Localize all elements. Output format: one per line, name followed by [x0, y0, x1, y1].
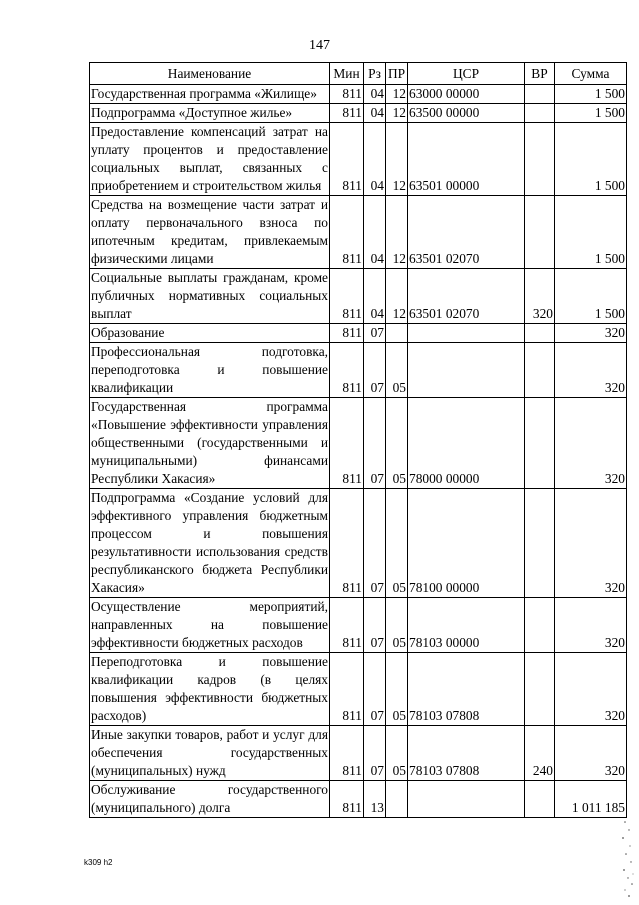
row-vr: 240 — [525, 726, 555, 781]
row-pr: 05 — [386, 343, 408, 398]
table-row — [90, 653, 627, 726]
row-csr: 63501 02070 — [408, 196, 525, 269]
row-min: 811 — [330, 196, 364, 269]
row-pr: 05 — [386, 398, 408, 489]
row-csr — [408, 343, 525, 398]
row-pr: 12 — [386, 85, 408, 104]
row-csr: 78103 00000 — [408, 598, 525, 653]
scan-noise — [605, 812, 635, 902]
row-csr — [408, 781, 525, 818]
row-sum: 320 — [555, 489, 627, 598]
row-csr: 78103 07808 — [408, 653, 525, 726]
row-sum: 320 — [555, 398, 627, 489]
row-pr: 12 — [386, 196, 408, 269]
row-sum: 320 — [555, 726, 627, 781]
row-pr — [386, 324, 408, 343]
row-min: 811 — [330, 653, 364, 726]
row-pr: 05 — [386, 598, 408, 653]
row-rz: 07 — [364, 489, 386, 598]
row-csr: 78100 00000 — [408, 489, 525, 598]
row-rz: 04 — [364, 104, 386, 123]
row-rz: 13 — [364, 781, 386, 818]
table-row — [90, 123, 627, 196]
table-row — [90, 85, 627, 104]
row-pr: 05 — [386, 653, 408, 726]
header-vr: ВР — [525, 63, 555, 85]
header-name: Наименование — [90, 63, 330, 85]
row-min: 811 — [330, 104, 364, 123]
row-rz: 04 — [364, 85, 386, 104]
row-min: 811 — [330, 324, 364, 343]
row-name: Переподготовка и повышение квалификации кадров (в целях повышения эффективности бюджетных расходов) — [90, 653, 330, 726]
table-row — [90, 269, 627, 324]
row-csr: 63501 00000 — [408, 123, 525, 196]
row-vr: 320 — [525, 269, 555, 324]
row-sum: 320 — [555, 324, 627, 343]
row-sum: 1 500 — [555, 123, 627, 196]
row-vr — [525, 781, 555, 818]
header-rz: Рз — [364, 63, 386, 85]
row-min: 811 — [330, 726, 364, 781]
row-rz: 04 — [364, 123, 386, 196]
row-name: Профессиональная подготовка, переподготовка и повышение квалификации — [90, 343, 330, 398]
row-rz: 07 — [364, 324, 386, 343]
table-row — [90, 343, 627, 398]
header-min: Мин — [330, 63, 364, 85]
row-vr — [525, 104, 555, 123]
row-min: 811 — [330, 85, 364, 104]
row-vr — [525, 489, 555, 598]
row-rz: 07 — [364, 343, 386, 398]
row-vr — [525, 85, 555, 104]
row-vr — [525, 398, 555, 489]
row-min: 811 — [330, 343, 364, 398]
row-sum: 320 — [555, 343, 627, 398]
table-row — [90, 489, 627, 598]
row-csr: 63501 02070 — [408, 269, 525, 324]
row-name: Осуществление мероприятий, направленных на повышение эффективности бюджетных расходов — [90, 598, 330, 653]
row-rz: 07 — [364, 653, 386, 726]
row-sum: 320 — [555, 598, 627, 653]
row-sum: 1 500 — [555, 269, 627, 324]
header-pr: ПР — [386, 63, 408, 85]
row-vr — [525, 653, 555, 726]
row-min: 811 — [330, 269, 364, 324]
row-rz: 07 — [364, 598, 386, 653]
table-row — [90, 726, 627, 781]
table-row — [90, 196, 627, 269]
row-vr — [525, 123, 555, 196]
page-number: 147 — [309, 38, 330, 53]
row-name: Обслуживание государственного (муниципального) долга — [90, 781, 330, 818]
row-sum: 1 500 — [555, 85, 627, 104]
row-name: Иные закупки товаров, работ и услуг для обеспечения государственных (муниципальных) нужд — [90, 726, 330, 781]
row-csr: 78000 00000 — [408, 398, 525, 489]
table-row — [90, 598, 627, 653]
row-pr — [386, 781, 408, 818]
row-sum: 1 500 — [555, 196, 627, 269]
row-rz: 07 — [364, 726, 386, 781]
row-pr: 12 — [386, 104, 408, 123]
row-rz: 04 — [364, 269, 386, 324]
row-csr: 78103 07808 — [408, 726, 525, 781]
row-vr — [525, 324, 555, 343]
row-name: Социальные выплаты гражданам, кроме публичных нормативных социальных выплат — [90, 269, 330, 324]
row-sum: 1 011 185 — [555, 781, 627, 818]
row-csr — [408, 324, 525, 343]
row-rz: 04 — [364, 196, 386, 269]
row-name: Государственная программа «Повышение эффективности управления общественными (государственными и муниципальными) финансами Республики Хакасия» — [90, 398, 330, 489]
row-name: Государственная программа «Жилище» — [90, 85, 330, 104]
row-sum: 1 500 — [555, 104, 627, 123]
table-row — [90, 398, 627, 489]
row-vr — [525, 343, 555, 398]
table-header-row — [90, 63, 627, 85]
row-rz: 07 — [364, 398, 386, 489]
row-csr: 63500 00000 — [408, 104, 525, 123]
row-min: 811 — [330, 598, 364, 653]
row-name: Средства на возмещение части затрат и оплату первоначального взноса по ипотечным кредитам, привлекаемым физическими лицами — [90, 196, 330, 269]
row-csr: 63000 00000 — [408, 85, 525, 104]
row-name: Подпрограмма «Создание условий для эффективного управления бюджетным процессом и повышения результативности использования средств республиканского бюджета Республики Хакасия» — [90, 489, 330, 598]
row-vr — [525, 196, 555, 269]
row-name: Предоставление компенсаций затрат на уплату процентов и предоставление социальных выплат, связанных с приобретением и строительством жилья — [90, 123, 330, 196]
document-code: k309 h2 — [84, 858, 113, 867]
row-min: 811 — [330, 781, 364, 818]
budget-table — [89, 62, 627, 818]
row-pr: 05 — [386, 726, 408, 781]
row-pr: 05 — [386, 489, 408, 598]
row-pr: 12 — [386, 269, 408, 324]
row-sum: 320 — [555, 653, 627, 726]
row-vr — [525, 598, 555, 653]
row-name: Подпрограмма «Доступное жилье» — [90, 104, 330, 123]
row-pr: 12 — [386, 123, 408, 196]
row-min: 811 — [330, 123, 364, 196]
row-min: 811 — [330, 489, 364, 598]
row-name: Образование — [90, 324, 330, 343]
table-row — [90, 781, 627, 818]
header-sum: Сумма — [555, 63, 627, 85]
table-row — [90, 104, 627, 123]
table-row — [90, 324, 627, 343]
header-csr: ЦСР — [408, 63, 525, 85]
row-min: 811 — [330, 398, 364, 489]
